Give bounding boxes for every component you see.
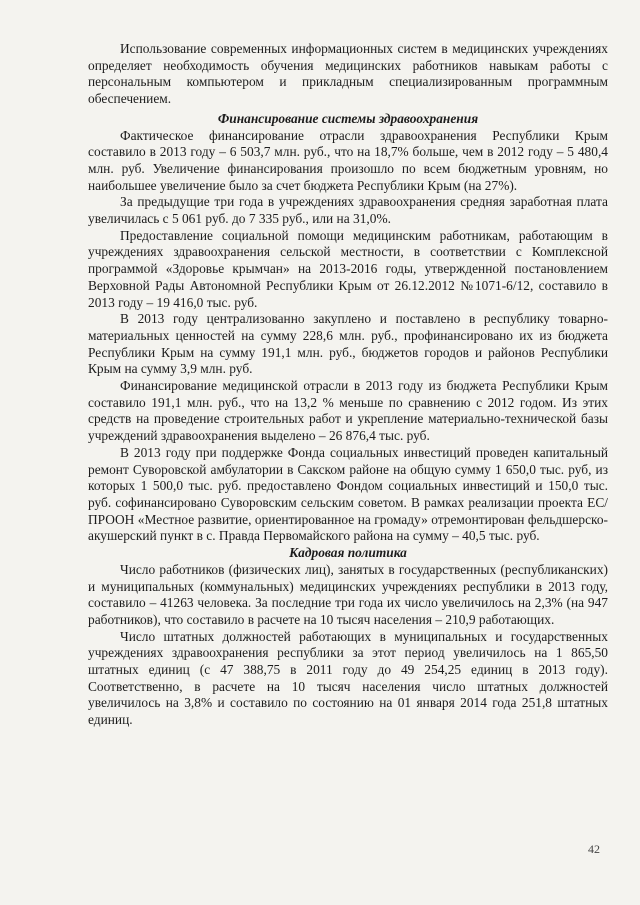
page-number: 42: [588, 842, 600, 856]
paragraph-social-help: Предоставление социальной помощи медицинским работникам, работающим в учреждениях здравоохранения сельской местности, в соответствии с Комплексной программой «Здоровье крымчан» на 2013-2016 годы, утвержденной постановлением Верховной Рады Автономной Республики Крым от 26.12.2012 №1071-6/12, составило в 2013 году – 19 416,0 тыс. руб.: [88, 227, 608, 310]
paragraph-financing-total: Фактическое финансирование отрасли здравоохранения Республики Крым составило в 2013 году – 6 503,7 млн. руб., что на 18,7% больше, чем в 2012 году – 5 480,4 млн. руб. Увеличение финансирования произошло по всем бюджетным уровням, но наибольшее увеличение было за счет бюджета Республики Крым (на 27%).: [88, 127, 608, 193]
paragraph-budget: Финансирование медицинской отрасли в 2013 году из бюджета Республики Крым составило 191,1 млн. руб., что на 13,2 % меньше по сравнению с 2012 годом. Из этих средств на проведение строительных работ и укрепление материально-технической базы учреждений здравоохранения выделено – 26 876,4 тыс. руб.: [88, 378, 608, 444]
paragraph-procurement: В 2013 году централизованно закуплено и поставлено в республику товарно-материальных ценностей на сумму 228,6 млн. руб., профинансировано их из бюджета Республики Крым на сумму 191,1 млн. руб., бюджетов городов и районов Республики Крым на сумму 3,9 млн. руб.: [88, 311, 608, 377]
paragraph-intro: Использование современных информационных систем в медицинских учреждениях определяет необходимость обучения медицинских работников навыкам работы с персональным компьютером и прикладным специализированным программным обеспечением.: [88, 41, 608, 107]
paragraph-salary: За предыдущие три года в учреждениях здравоохранения средняя заработная плата увеличилась с 5 061 руб. до 7 335 руб., или на 31,0%.: [88, 194, 608, 227]
heading-staffing: Кадровая политика: [289, 545, 407, 561]
paragraph-staff-count: Число работников (физических лиц), занятых в государственных (республиканских) и муниципальных (коммунальных) медицинских учреждениях республики в 2013 году, составило – 41263 человека. За последние три года их число увеличилось на 2,3% (на 947 работников), что составило в расчете на 10 тысяч населения – 210,9 работающих.: [88, 561, 608, 627]
heading-financing: Финансирование системы здравоохранения: [217, 110, 479, 126]
paragraph-repairs: В 2013 году при поддержке Фонда социальных инвестиций проведен капитальный ремонт Суворовской амбулатории в Сакском районе на общую сумму 1 650,0 тыс. руб, из которых 1 500,0 тыс. руб. предоставлено Фондом социальных инвестиций и 150,0 тыс. руб. софинансировано Суворовским сельским советом. В рамках реализации проекта ЕС/ПРООН «Местное развитие, ориентированное на громаду» отремонтирован фельдшерско-акушерский пункт в с. Правда Первомайского района на сумму – 40,5 тыс. руб.: [88, 444, 608, 544]
paragraph-staff-positions: Число штатных должностей работающих в муниципальных и государственных учреждениях здравоохранения республики за этот период увеличилось на 1 865,50 штатных единиц (с 47 388,75 в 2011 году до 49 254,25 единиц в 2013 году). Соответственно, в расчете на 10 тысяч населения число штатных должностей увеличилось на 3,8% и составило по состоянию на 01 января 2014 года 251,8 штатных единиц.: [88, 628, 608, 728]
